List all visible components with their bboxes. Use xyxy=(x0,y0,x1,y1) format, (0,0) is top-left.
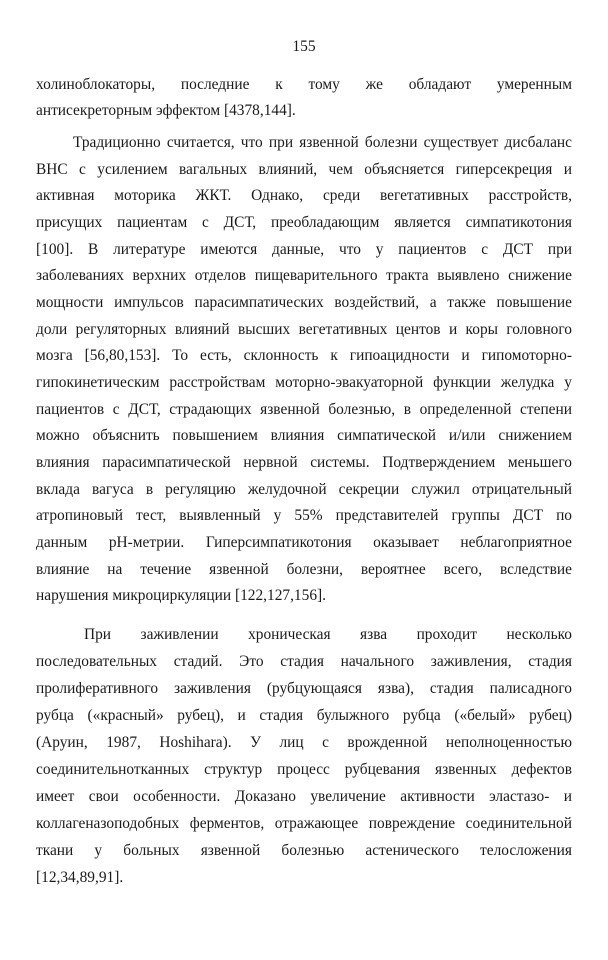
text-line: (Аруин, 1987, Hoshihara). У лиц с врожденной неполноценностью xyxy=(36,734,572,751)
text-line: холиноблокаторы, последние к тому же обладают умеренным xyxy=(36,76,572,93)
text-line: влияние на течение язвенной болезни, вероятнее всего, вследствие xyxy=(36,561,572,578)
text-line: нарушения микроциркуляции [122,127,156]. xyxy=(36,587,326,604)
text-line: влияния парасимпатической нервной системы. Подтверждением меньшего xyxy=(36,454,572,471)
text-line: соединительнотканных структур процесс рубцевания язвенных дефектов xyxy=(36,761,572,778)
text-line: доли регуляторных влияний высших вегетативных центов и коры головного xyxy=(36,321,572,338)
text-line: заболеваниях верхних отделов пищеварительного тракта выявлено снижение xyxy=(36,267,572,284)
text-line: активная моторика ЖКТ. Однако, среди вегетативных расстройств, xyxy=(36,187,572,204)
text-line: гипокинетическим расстройствам моторно-эвакуаторной функции желудка у xyxy=(36,374,572,391)
text-line: коллагеназоподобных ферментов, отражающее повреждение соединительной xyxy=(36,815,572,832)
text-line: [12,34,89,91]. xyxy=(36,869,124,886)
text-line: последовательных стадий. Это стадия начального заживления, стадия xyxy=(36,653,572,670)
text-line: ВНС с усилением вагальных влияний, чем объясняется гиперсекреция и xyxy=(36,161,572,178)
text-line: [100]. В литературе имеются данные, что у пациентов с ДСТ при xyxy=(36,241,572,258)
text-line: данным pH-метрии. Гиперсимпатикотония оказывает неблагоприятное xyxy=(36,534,572,551)
text-line: Традиционно считается, что при язвенной болезни существует дисбаланс xyxy=(73,134,572,151)
text-line: рубца («красный» рубец), и стадия булыжного рубца («белый» рубец) xyxy=(36,707,572,724)
page-number: 155 xyxy=(292,38,316,55)
text-line: имеет свои особенности. Доказано увеличение активности эластазо- и xyxy=(36,788,572,805)
text-line: можно объяснить повышением влияния симпатической и/или снижением xyxy=(36,427,572,444)
text-line: мощности импульсов парасимпатических воздействий, а также повышение xyxy=(36,294,572,311)
text-line: атропиновый тест, выявленный у 55% представителей группы ДСТ по xyxy=(36,507,572,524)
text-line: вклада вагуса в регуляцию желудочной секреции служил отрицательный xyxy=(36,481,572,498)
text-line: антисекреторным эффектом [4378,144]. xyxy=(36,102,296,119)
text-line: пациентов с ДСТ, страдающих язвенной болезнью, в определенной степени xyxy=(36,401,572,418)
text-line: присущих пациентам с ДСТ, преобладающим является симпатикотония xyxy=(36,214,572,231)
text-line: ткани у больных язвенной болезнью астенического телосложения xyxy=(36,842,572,859)
text-line: пролиферативного заживления (рубцующаяся язва), стадия палисадного xyxy=(36,680,572,697)
text-line: При заживлении хроническая язва проходит несколько xyxy=(84,626,572,643)
text-line: мозга [56,80,153]. То есть, склонность к гипоацидности и гипомоторно- xyxy=(36,347,572,364)
